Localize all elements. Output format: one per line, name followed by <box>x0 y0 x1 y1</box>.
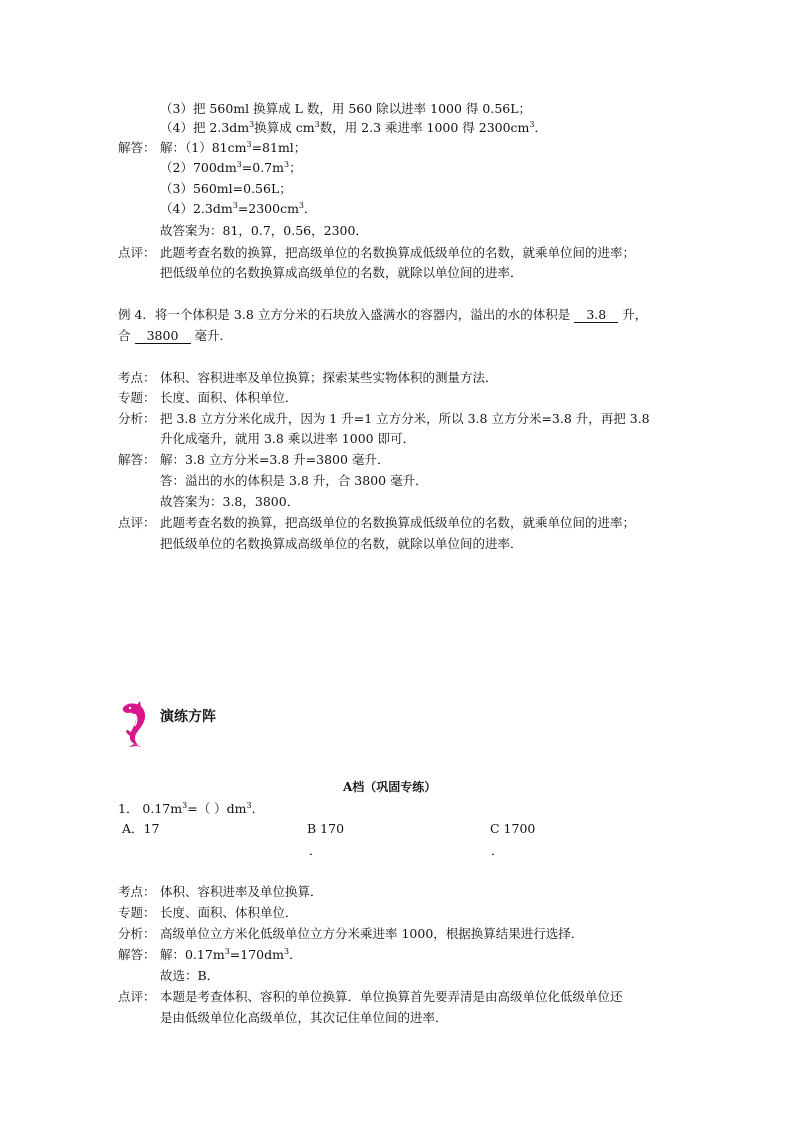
knowledge-label: 考点： <box>118 884 156 899</box>
analysis-text: 高级单位立方米化低级单位立方分米乘进率 1000，根据换算结果进行选择． <box>160 926 584 941</box>
comment-label: 点评： <box>118 515 156 530</box>
answer-final: 故答案为：3.8，3800． <box>160 494 300 509</box>
answer-blank-2: 3800 <box>135 328 191 344</box>
answer-final: 故答案为：81，0.7，0.56，2300． <box>160 223 368 238</box>
level-title: A档（巩固专练） <box>343 780 437 794</box>
answer-line-2: 答：溢出的水的体积是 3.8 升，合 3800 毫升． <box>160 473 428 488</box>
comment-line-1: 此题考查名数的换算，把高级单位的名数换算成低级单位的名数，就乘单位间的进率； <box>160 515 636 530</box>
topic-label: 专题： <box>118 905 156 920</box>
question-1-stem: 1． $0.17m^3=$（ ）$dm^3$． <box>118 801 265 816</box>
topic-text: 长度、面积、体积单位． <box>160 390 298 405</box>
answer-label: 解答： <box>118 947 156 962</box>
comment-line-1: 此题考查名数的换算，把高级单位的名数换算成低级单位的名数，就乘单位间的进率； <box>160 245 636 260</box>
option-b: B 170 <box>307 821 345 836</box>
answer-label: 解答： <box>118 452 156 467</box>
comment-label: 点评： <box>118 989 156 1004</box>
answer-line-1: 解：$0.17m^3=170dm^3$． <box>160 947 302 962</box>
comment-label: 点评： <box>118 245 156 260</box>
answer-line-4: $(4)2.3dm^3=2300cm^3$． <box>160 201 317 216</box>
answer-line-1: 解：3.8 立方分米=3.8 升=3800 毫升． <box>160 452 390 467</box>
comment-line-1: 本题是考查体积、容积的单位换算．单位换算首先要弄清是由高级单位化低级单位还 <box>160 989 623 1004</box>
analysis-label: 分析： <box>118 411 156 426</box>
example4-question-line-1: 例 4．将一个体积是 3.8 立方分米的石块放入盛满水的容器内，溢出的水的体积是 3.8 升， <box>118 307 648 322</box>
option-a: A．17 <box>122 821 160 836</box>
answer-blank-1: 3.8 <box>574 307 618 323</box>
analysis-line-3: （3）把 560ml 换算成 L 数，用 560 除以进率 1000 得 0.56L； <box>160 101 532 116</box>
analysis-line-1: 把 3.8 立方分米化成升，因为 1 升=1 立方分米，所以 3.8 立方分米=3.8 升，再把 3.8 <box>160 411 650 426</box>
answer-line-3: （3）560ml=0.56L； <box>160 181 292 196</box>
answer-line-2: $(2)700dm^3=0.7m^3$； <box>160 160 302 175</box>
analysis-line-2: 升化成毫升，就用 3.8 乘以进率 1000 即可． <box>160 431 416 446</box>
section-heading: 演练方阵 <box>160 709 216 725</box>
knowledge-text: 体积、容积进率及单位换算；探索某些实物体积的测量方法． <box>160 370 498 385</box>
answer-final: 故选：B． <box>160 968 220 983</box>
option-c: C 1700 <box>490 821 536 836</box>
answer-line-1: 解：$(1)81cm^3=81ml$； <box>160 140 307 155</box>
knowledge-text: 体积、容积进率及单位换算． <box>160 884 323 899</box>
analysis-line-4: （4）把 $2.3dm^3$换算成 $cm^3$数，用 2.3 乘进率 1000 得 $2300cm^3$． <box>160 120 548 135</box>
dolphin-icon <box>118 700 152 748</box>
comment-line-2: 把低级单位的名数换算成高级单位的名数，就除以单位间的进率． <box>160 265 523 280</box>
comment-line-2: 把低级单位的名数换算成高级单位的名数，就除以单位间的进率． <box>160 536 523 551</box>
example4-question-line-2: 合 3800 毫升． <box>118 328 233 343</box>
topic-text: 长度、面积、体积单位． <box>160 905 298 920</box>
knowledge-label: 考点： <box>118 370 156 385</box>
comment-line-2: 是由低级单位化高级单位，其次记住单位间的进率． <box>160 1010 448 1025</box>
answer-label: 解答： <box>118 140 156 155</box>
option-c-dot: ． <box>491 843 504 858</box>
topic-label: 专题： <box>118 390 156 405</box>
analysis-label: 分析： <box>118 926 156 941</box>
option-b-dot: ． <box>309 843 322 858</box>
